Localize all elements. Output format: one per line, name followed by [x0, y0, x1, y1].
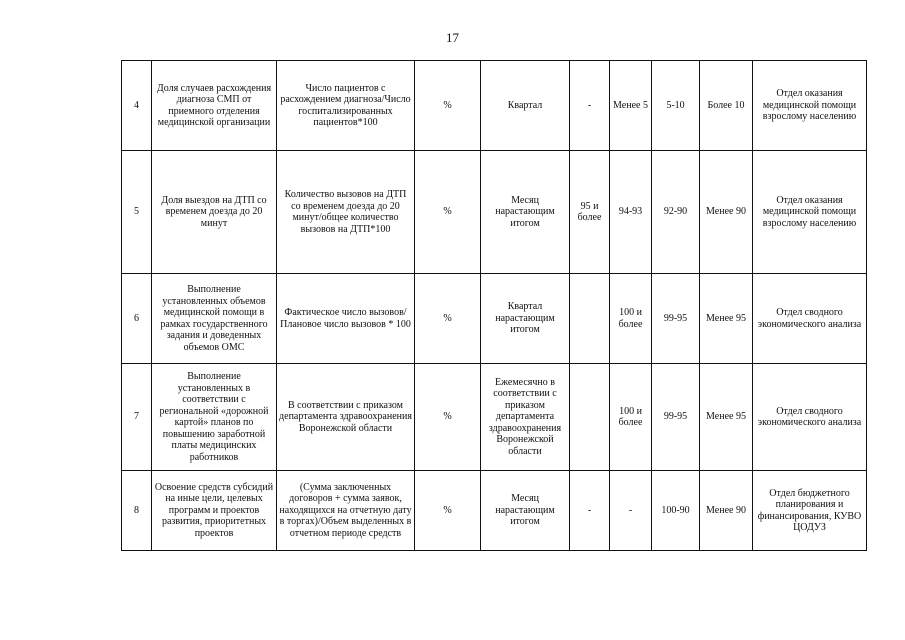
- formula-cell: (Сумма заключенных договоров + сумма заявок, находящихся на отчетную дату в торгах)/Объем выделенных в отчетном периоде средств: [277, 471, 415, 551]
- value-cell-1: [570, 274, 610, 364]
- value-cell-2: 94-93: [610, 151, 652, 274]
- row-number: 5: [122, 151, 152, 274]
- indicator-cell: Выполнение установленных объемов медицинской помощи в рамках государственного задания и доведенных объемов ОМС: [152, 274, 277, 364]
- value-cell-3: 5-10: [652, 61, 700, 151]
- table-row: [122, 364, 867, 471]
- table-row: [122, 151, 867, 274]
- value-cell-1: -: [570, 61, 610, 151]
- indicator-cell: Выполнение установленных в соответствии с региональной «дорожной картой» планов по повышению заработной платы медицинских работников: [152, 364, 277, 471]
- indicator-cell: Освоение средств субсидий на иные цели, целевых программ и проектов развития, приоритетных проектов: [152, 471, 277, 551]
- value-cell-4: Менее 90: [700, 471, 753, 551]
- value-cell-4: Менее 90: [700, 151, 753, 274]
- formula-cell: Число пациентов с расхождением диагноза/Число госпитализированных пациентов*100: [277, 61, 415, 151]
- period-cell: Месяц нарастающим итогом: [481, 151, 570, 274]
- period-cell: Месяц нарастающим итогом: [481, 471, 570, 551]
- indicator-cell: Доля выездов на ДТП со временем доезда до 20 минут: [152, 151, 277, 274]
- value-cell-3: 99-95: [652, 364, 700, 471]
- indicators-table: [121, 60, 867, 551]
- value-cell-1: -: [570, 471, 610, 551]
- responsible-cell: Отдел бюджетного планирования и финансирования, КУВО ЦОДУЗ: [753, 471, 867, 551]
- unit-cell: %: [415, 274, 481, 364]
- value-cell-3: 92-90: [652, 151, 700, 274]
- table-row: [122, 471, 867, 551]
- row-number: 6: [122, 274, 152, 364]
- row-number: 7: [122, 364, 152, 471]
- formula-cell: В соответствии с приказом департамента здравоохранения Воронежской области: [277, 364, 415, 471]
- unit-cell: %: [415, 151, 481, 274]
- responsible-cell: Отдел оказания медицинской помощи взрослому населению: [753, 151, 867, 274]
- unit-cell: %: [415, 61, 481, 151]
- page-number: 17: [446, 30, 459, 45]
- value-cell-4: Менее 95: [700, 274, 753, 364]
- table-row: [122, 61, 867, 151]
- formula-cell: Количество вызовов на ДТП со временем доезда до 20 минут/общее количество вызовов на ДТП*100: [277, 151, 415, 274]
- value-cell-1: [570, 364, 610, 471]
- period-cell: Квартал: [481, 61, 570, 151]
- table-row: [122, 274, 867, 364]
- value-cell-2: Менее 5: [610, 61, 652, 151]
- period-cell: Квартал нарастающим итогом: [481, 274, 570, 364]
- value-cell-3: 99-95: [652, 274, 700, 364]
- period-cell: Ежемесячно в соответствии с приказом департамента здравоохранения Воронежской области: [481, 364, 570, 471]
- formula-cell: Фактическое число вызовов/Плановое число вызовов * 100: [277, 274, 415, 364]
- value-cell-1: 95 и более: [570, 151, 610, 274]
- row-number: 8: [122, 471, 152, 551]
- responsible-cell: Отдел сводного экономического анализа: [753, 364, 867, 471]
- unit-cell: %: [415, 364, 481, 471]
- row-number: 4: [122, 61, 152, 151]
- value-cell-2: 100 и более: [610, 274, 652, 364]
- value-cell-2: -: [610, 471, 652, 551]
- indicator-cell: Доля случаев расхождения диагноза СМП от приемного отделения медицинской организации: [152, 61, 277, 151]
- responsible-cell: Отдел оказания медицинской помощи взрослому населению: [753, 61, 867, 151]
- value-cell-3: 100-90: [652, 471, 700, 551]
- value-cell-4: Более 10: [700, 61, 753, 151]
- unit-cell: %: [415, 471, 481, 551]
- responsible-cell: Отдел сводного экономического анализа: [753, 274, 867, 364]
- value-cell-2: 100 и более: [610, 364, 652, 471]
- value-cell-4: Менее 95: [700, 364, 753, 471]
